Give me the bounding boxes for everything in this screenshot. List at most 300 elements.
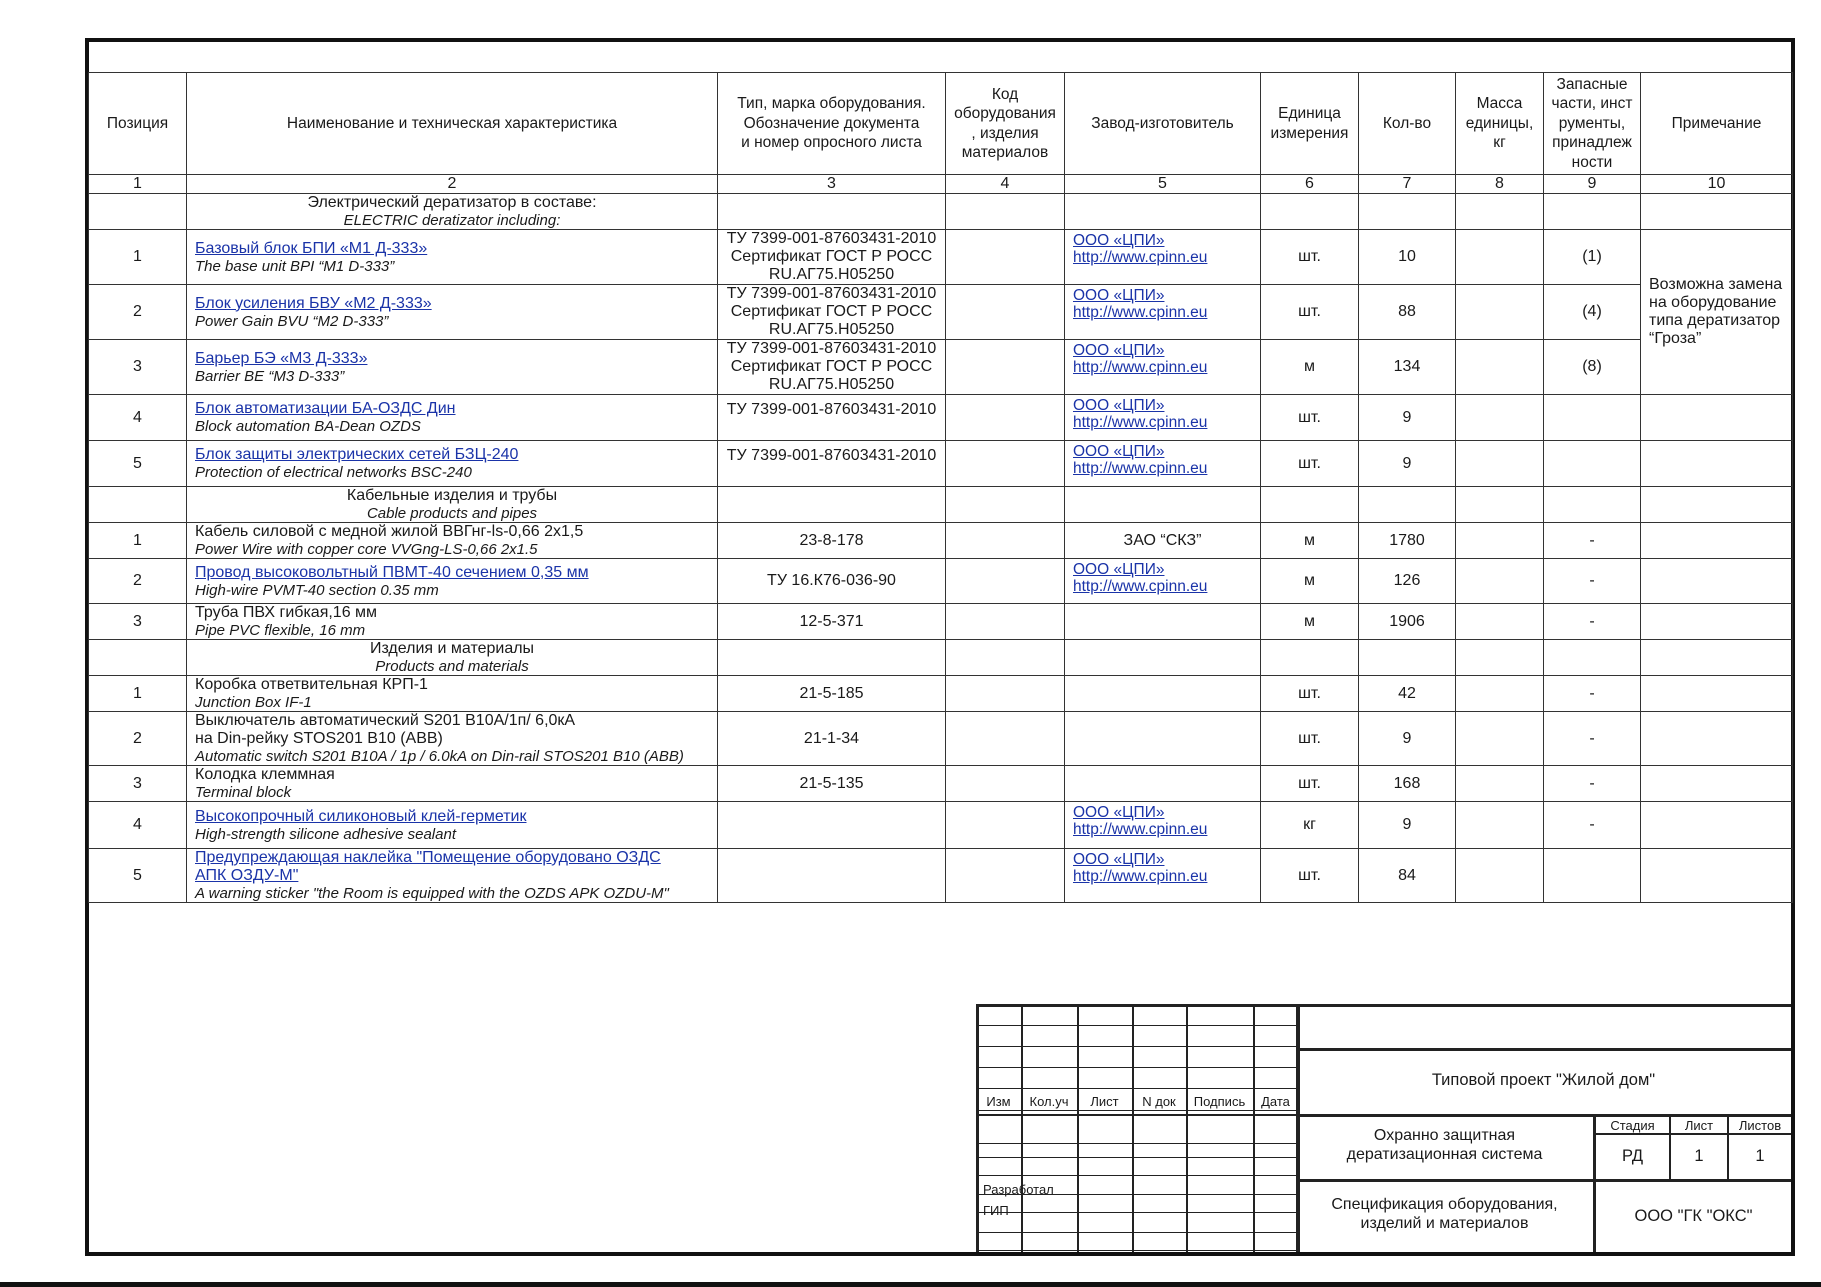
manufacturer-url-link[interactable]: http://www.cpinn.eu [1073,304,1208,321]
sheet-label: Лист [1684,1118,1714,1133]
row-unit: м [1261,604,1359,640]
row-unit: м [1261,340,1359,395]
row-name [187,766,718,802]
stamp-line [1253,1004,1255,1252]
table-row [89,230,1793,285]
type-line: Сертификат ГОСТ Р РОСС [730,248,933,265]
document-title-line: изделий и материалов [1360,1215,1529,1232]
row-mass [1456,340,1544,395]
col-header-quantity: Кол-во [1359,73,1456,175]
manufacturer-name-link[interactable]: ООО «ЦПИ» [1073,804,1165,821]
manufacturer-name-link[interactable]: ООО «ЦПИ» [1073,561,1165,578]
item-name[interactable]: Блок автоматизации БА-ОЗДС Дин [195,400,456,417]
note-line: типа дератизатор [1649,312,1781,329]
column-number-row [89,175,1793,194]
row-unit: шт. [1261,395,1359,441]
row-name [187,395,718,441]
row-code [946,395,1065,441]
row-mass [1456,285,1544,340]
item-name-en: Barrier BE “M3 D-333” [195,367,345,385]
col-header-manufacturer: Завод-изготовитель [1065,73,1261,175]
item-name-en: A warning sticker "the Room is equipped with the OZDS APK OZDU-M" [195,885,669,902]
col-header-type [718,73,946,175]
col-header-code-line: оборудования [954,105,1056,122]
item-name[interactable]: Блок защиты электрических сетей БЗЦ-240 [195,446,519,463]
col-header-unit-line: измерения [1270,124,1349,142]
row-code [946,441,1065,487]
col-header-spare-parts-line: части, инст [1551,95,1633,113]
col-header-spare-parts-line: Запасные [1556,75,1628,93]
type-line: 21-1-34 [803,729,860,747]
row-name [187,340,718,395]
row-spare [1544,441,1641,487]
row-note [1641,230,1793,395]
row-spare: (1) [1544,230,1641,285]
note-line: Возможна замена [1649,276,1783,293]
row-quantity: 1906 [1359,604,1456,640]
section-title-ru: Кабельные изделия и трубы [346,487,558,504]
row-position: 3 [89,340,187,395]
stamp-line [1021,1004,1023,1252]
stamp-col-label: Подпись [1193,1094,1246,1109]
row-mass [1456,802,1544,849]
item-name-en: Pipe PVC flexible, 16 mm [195,622,366,639]
row-code [946,285,1065,340]
row-code [946,340,1065,395]
row-mass [1456,766,1544,802]
type-line: 21-5-135 [799,774,864,792]
row-name [187,285,718,340]
table-row [89,523,1793,559]
stamp-line [976,1175,1298,1176]
manufacturer-name-link[interactable]: ООО «ЦПИ» [1073,232,1165,249]
type-line: 21-5-185 [799,684,864,702]
stamp-line [1186,1004,1188,1252]
section-title-ru: Изделия и материалы [369,640,535,657]
system-title-line: дератизационная система [1346,1146,1543,1163]
title-block [976,1004,1791,1252]
document-title-line: Спецификация оборудования, [1331,1196,1558,1213]
column-number: 3 [718,175,946,194]
item-name[interactable]: Провод высоковольтный ПВМТ-40 сечением 0,35 мм [195,563,589,581]
section-title-row [89,487,1793,523]
section-title [187,640,718,676]
table-row [89,676,1793,712]
row-name [187,523,718,559]
row-type [718,395,946,441]
row-unit: кг [1261,802,1359,849]
header-row [89,73,1793,175]
row-note [1641,766,1793,802]
note-line: на оборудование [1649,294,1777,311]
item-name-en: Protection of electrical networks BSC-240 [195,464,472,481]
row-position: 3 [89,766,187,802]
col-header-mass-line: единицы, [1465,114,1534,132]
specification-table [88,72,1793,903]
col-header-mass-line: Масса [1476,95,1523,113]
stamp-line [976,1110,1298,1111]
item-name-cont[interactable]: АПК ОЗДУ-М" [195,867,299,884]
row-type [718,285,946,340]
row-name [187,230,718,285]
table-row [89,340,1793,395]
row-spare: - [1544,712,1641,766]
table-row [89,849,1793,903]
row-manufacturer [1065,676,1261,712]
stamp-line [1132,1004,1134,1252]
stamp-line [976,1046,1298,1047]
stamp-col-label: Лист [1090,1094,1119,1109]
manufacturer-url-link[interactable]: http://www.cpinn.eu [1073,821,1208,838]
item-name: Коробка ответвительная КРП-1 [195,676,428,693]
row-manufacturer [1065,395,1261,441]
row-note [1641,559,1793,604]
item-name[interactable]: Барьер БЭ «М3 Д-333» [195,349,368,367]
col-header-unit [1261,73,1359,175]
section-title-en: ELECTRIC deratizator including: [343,212,561,229]
manufacturer-url-link[interactable]: http://www.cpinn.eu [1073,868,1208,885]
stage-value: РД [1621,1147,1644,1165]
manufacturer-name-link[interactable]: ООО «ЦПИ» [1073,287,1165,304]
row-quantity: 126 [1359,559,1456,604]
row-code [946,849,1065,903]
section-title-en: Cable products and pipes [366,505,538,522]
col-header-type-line: Обозначение документа [743,114,920,132]
stage-label: Стадия [1610,1118,1655,1133]
row-spare: (4) [1544,285,1641,340]
stamp-line [1077,1004,1079,1252]
stamp-col-label: N док [1142,1094,1176,1109]
row-note [1641,441,1793,487]
row-mass [1456,849,1544,903]
row-code [946,230,1065,285]
col-header-spare-parts-line: принадлеж [1552,134,1632,152]
stamp-line [1296,1114,1791,1117]
stamp-line [976,1157,1298,1158]
type-line: ТУ 7399-001-87603431-2010 [726,340,937,357]
item-name-cont: на Din-рейку STOS201 B10 (ABB) [195,730,443,747]
row-position: 1 [89,676,187,712]
stamp-line [976,1088,1298,1089]
row-mass [1456,441,1544,487]
col-header-type-line: Тип, марка оборудования. [737,95,926,113]
manufacturer-url-link[interactable]: http://www.cpinn.eu [1073,249,1208,266]
row-position: 3 [89,604,187,640]
system-title-line: Охранно защитная [1373,1127,1516,1144]
row-position: 2 [89,285,187,340]
type-line: ТУ 7399-001-87603431-2010 [726,447,937,464]
type-line: Сертификат ГОСТ Р РОСС [730,303,933,320]
row-spare: - [1544,523,1641,559]
row-type [718,766,946,802]
row-note [1641,849,1793,903]
col-header-mass-line: кг [1493,134,1506,152]
row-name [187,604,718,640]
row-name [187,802,718,849]
row-position: 5 [89,849,187,903]
row-code [946,676,1065,712]
column-number: 5 [1065,175,1261,194]
row-manufacturer [1065,441,1261,487]
item-name: Выключатель автоматический S201 B10A/1п/ 6,0кА [195,712,576,729]
row-type [718,712,946,766]
item-name[interactable]: Блок усиления БВУ «М2 Д-333» [195,294,432,312]
col-header-mass [1456,73,1544,175]
type-line: Сертификат ГОСТ Р РОСС [730,358,933,375]
row-unit: м [1261,559,1359,604]
row-mass [1456,712,1544,766]
row-quantity: 9 [1359,395,1456,441]
column-number: 8 [1456,175,1544,194]
row-code [946,523,1065,559]
table-row [89,604,1793,640]
row-note [1641,802,1793,849]
row-mass [1456,604,1544,640]
item-name-en: Block automation BA-Dean OZDS [195,418,421,435]
manufacturer-name-link[interactable]: ООО «ЦПИ» [1073,342,1165,359]
type-line: RU.АГ75.Н05250 [768,321,895,338]
section-title-row [89,640,1793,676]
manufacturer-name-link[interactable]: ООО «ЦПИ» [1073,851,1165,868]
col-header-type-line: и номер опросного листа [741,134,922,152]
col-header-name: Наименование и техническая характеристика [187,73,718,175]
row-quantity: 84 [1359,849,1456,903]
row-manufacturer [1065,340,1261,395]
type-line: RU.АГ75.Н05250 [768,266,895,283]
row-mass [1456,559,1544,604]
row-quantity: 134 [1359,340,1456,395]
table-row [89,766,1793,802]
section-title-ru: Электрический дератизатор в составе: [307,194,597,211]
project-title: Типовой проект "Жилой дом" [1431,1071,1656,1089]
type-line: 23-8-178 [799,531,864,549]
row-mass [1456,523,1544,559]
stamp-line [1296,1048,1791,1051]
row-unit: шт. [1261,849,1359,903]
row-note [1641,395,1793,441]
item-name-en: Automatic switch S201 B10A / 1p / 6.0kA on Din-rail STOS201 B10 (ABB) [195,748,684,765]
sheet-value: 1 [1694,1147,1704,1165]
row-position: 4 [89,395,187,441]
row-name [187,559,718,604]
stamp-line [976,1212,1298,1213]
row-code [946,766,1065,802]
manufacturer-url-link[interactable]: http://www.cpinn.eu [1073,359,1208,376]
row-type [718,340,946,395]
row-quantity: 42 [1359,676,1456,712]
row-spare: - [1544,802,1641,849]
row-manufacturer [1065,285,1261,340]
row-manufacturer [1065,604,1261,640]
row-type [718,604,946,640]
row-manufacturer [1065,712,1261,766]
row-note [1641,712,1793,766]
row-unit: шт. [1261,712,1359,766]
row-spare: - [1544,604,1641,640]
type-line: ТУ 16.К76-036-90 [767,572,896,589]
row-position: 1 [89,230,187,285]
stamp-col-label: Дата [1261,1094,1290,1109]
row-note [1641,676,1793,712]
row-type [718,230,946,285]
stamp-col-label: Кол.уч [1029,1094,1069,1109]
stamp-line [976,1232,1298,1233]
item-name-en: Junction Box IF-1 [195,694,312,711]
stamp-line [1593,1133,1791,1135]
stamp-developed: Разработал [983,1182,1054,1197]
type-line: 12-5-371 [799,612,864,630]
row-name [187,849,718,903]
row-position: 5 [89,441,187,487]
col-header-code-line: материалов [961,144,1049,161]
stamp-line [1296,1179,1791,1182]
manufacturer-name-link[interactable]: ООО «ЦПИ» [1073,397,1165,414]
row-mass [1456,676,1544,712]
row-name [187,712,718,766]
row-mass [1456,395,1544,441]
row-type [718,802,946,849]
table-row [89,559,1793,604]
col-header-code-line: , изделия [971,124,1039,142]
table-row [89,802,1793,849]
section-title-row [89,194,1793,230]
row-quantity: 9 [1359,441,1456,487]
manufacturer-url-link[interactable]: http://www.cpinn.eu [1073,460,1208,477]
row-unit: шт. [1261,766,1359,802]
stamp-line [976,1143,1298,1144]
page-border [0,1282,1821,1287]
system-title [1296,1126,1593,1164]
item-name-en: Terminal block [195,784,292,801]
type-line: RU.АГ75.Н05250 [768,376,895,393]
row-spare: - [1544,766,1641,802]
column-number: 7 [1359,175,1456,194]
row-manufacturer [1065,766,1261,802]
section-title [187,487,718,523]
row-name [187,676,718,712]
row-quantity: 88 [1359,285,1456,340]
item-name: Колодка клеммная [195,766,335,783]
document-title [1296,1195,1593,1233]
col-header-code-line: Код [991,85,1019,103]
row-unit: м [1261,523,1359,559]
row-quantity: 9 [1359,802,1456,849]
row-code [946,802,1065,849]
row-position: 2 [89,712,187,766]
section-title [187,194,718,230]
type-line: ТУ 7399-001-87603431-2010 [726,285,937,302]
row-manufacturer [1065,849,1261,903]
row-position: 4 [89,802,187,849]
col-header-position: Позиция [89,73,187,175]
col-header-spare-parts-line: ности [1571,153,1613,171]
sheets-value: 1 [1755,1147,1765,1165]
col-header-spare-parts [1544,73,1641,175]
row-quantity: 1780 [1359,523,1456,559]
manufacturer-name-link[interactable]: ООО «ЦПИ» [1073,443,1165,460]
type-line: ТУ 7399-001-87603431-2010 [726,401,937,418]
table-row [89,285,1793,340]
stamp-col-label: Изм [986,1094,1011,1109]
row-quantity: 10 [1359,230,1456,285]
row-manufacturer [1065,559,1261,604]
column-number: 2 [187,175,718,194]
row-type [718,676,946,712]
col-header-unit-line: Единица [1278,105,1341,122]
sheets-label: Листов [1738,1118,1782,1133]
column-number: 4 [946,175,1065,194]
row-type [718,523,946,559]
column-number: 9 [1544,175,1641,194]
column-number: 1 [89,175,187,194]
stamp-line [976,1250,1298,1251]
row-spare: - [1544,559,1641,604]
row-quantity: 168 [1359,766,1456,802]
stamp-line [976,1114,1298,1116]
row-unit: шт. [1261,441,1359,487]
row-type [718,849,946,903]
row-unit: шт. [1261,676,1359,712]
item-name-en: Power Wire with copper core VVGng-LS-0,66 2x1.5 [195,541,538,558]
row-spare [1544,395,1641,441]
item-name-en: Power Gain BVU “M2 D-333” [195,312,389,330]
stamp-gip: ГИП [983,1203,1009,1218]
company-name: ООО "ГК "ОКС" [1634,1207,1753,1225]
row-unit: шт. [1261,285,1359,340]
stamp-line [976,1004,1791,1007]
column-number: 6 [1261,175,1359,194]
item-name[interactable]: Предупреждающая наклейка "Помещение оборудовано ОЗДС [195,849,661,866]
row-name [187,441,718,487]
row-code [946,559,1065,604]
col-header-code [946,73,1065,175]
item-name-en: High-strength silicone adhesive sealant [195,825,456,843]
note-line: “Гроза” [1649,330,1702,347]
col-header-note: Примечание [1641,73,1793,175]
row-manufacturer [1065,802,1261,849]
row-note [1641,604,1793,640]
table-row [89,712,1793,766]
stamp-line [976,1004,979,1252]
row-type [718,441,946,487]
item-name: Кабель силовой с медной жилой ВВГнг-ls-0,66 2х1,5 [195,523,584,540]
manufacturer-url-link[interactable]: http://www.cpinn.eu [1073,578,1208,595]
row-mass [1456,230,1544,285]
manufacturer-url-link[interactable]: http://www.cpinn.eu [1073,414,1208,431]
row-type [718,559,946,604]
row-manufacturer [1065,230,1261,285]
row-position: 1 [89,523,187,559]
row-unit: шт. [1261,230,1359,285]
row-manufacturer: ЗАО “СКЗ” [1065,523,1261,559]
item-name[interactable]: Базовый блок БПИ «М1 Д-333» [195,239,428,257]
row-code [946,712,1065,766]
stamp-line [976,1067,1298,1068]
col-header-spare-parts-line: рументы, [1558,114,1626,132]
stamp-line [976,1025,1298,1026]
column-number: 10 [1641,175,1793,194]
row-spare: - [1544,676,1641,712]
row-spare: (8) [1544,340,1641,395]
item-name[interactable]: Высокопрочный силиконовый клей-герметик [195,807,527,825]
item-name-en: High-wire PVMT-40 section 0.35 mm [195,581,439,599]
row-note [1641,523,1793,559]
row-spare [1544,849,1641,903]
table-row [89,441,1793,487]
item-name-en: The base unit BPI “M1 D-333” [195,257,395,275]
item-name: Труба ПВХ гибкая,16 мм [195,604,378,621]
row-code [946,604,1065,640]
